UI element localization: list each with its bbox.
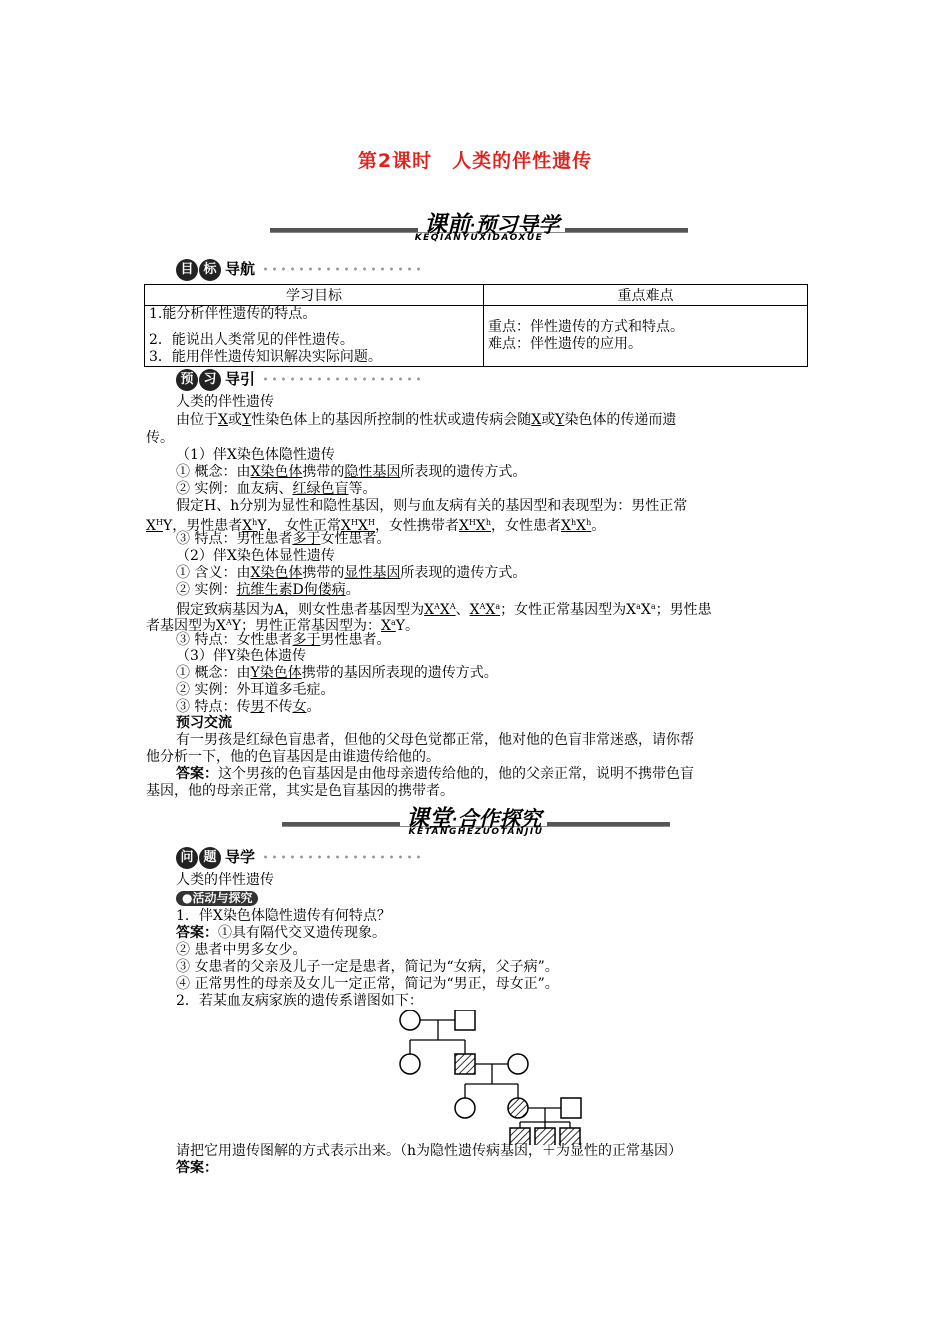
inquiry-a4: ④ 正常男性的母亲及女儿一定正常，简记为“男正，母女正”。 [176,976,559,992]
preview-exchange-q: 有一男孩是红绿色盲患者，但他的父母色觉都正常，他对他的色盲非常迷惑，请你帮 [176,732,694,748]
inquiry-q2: 2．若某血友病家族的遗传系谱图如下： [176,993,423,1009]
female-normal-gen2 [400,1054,420,1074]
banner-class-tag: 课堂·合作探究 [400,800,547,826]
goals-table [144,284,808,367]
inquiry-a1: 答案：①具有隔代交叉遗传现象。 [176,925,386,941]
x-recessive-genotypes: 假定H、h分别为显性和隐性基因，则与血友病有关的基因型和表现型为：男性正常 [176,498,688,514]
preview-exchange-title: 预习交流 [176,715,232,731]
banner-preview [270,206,688,243]
page-title: 第2课时 人类的伴性遗传 [357,150,593,172]
goals-key-cell: 重点：伴性遗传的方式和特点。 难点：伴性遗传的应用。 [484,306,808,367]
preview-topic: 人类的伴性遗传 [176,394,274,410]
x-recessive-genotypes-cont: $X^HY$，男性患者$X^hY$， 女性正常$X^HX^H$，女性携带者$X^HX^h$，女性患者$X^hX^h$。 [146,518,606,534]
male-normal-gen3-spouse [561,1098,581,1118]
preview-exchange-answer: 答案：这个男孩的色盲基因是由他母亲遗传给他的，他的父亲正常，说明不携带色盲 [176,766,694,782]
x-dominant-meaning: ① 含义：由X染色体携带的显性基因所表现的遗传方式。 [176,565,527,581]
preview-exchange-q-cont: 他分析一下，他的色盲基因是由谁遗传给他的。 [146,749,440,765]
x-recessive-example: ② 实例：血友病、红绿色盲等。 [176,481,377,497]
inquiry-a3: ③ 女患者的父亲及儿子一定是患者，简记为“女病，父子病”。 [176,959,559,975]
x-recessive-concept: ① 概念：由X染色体携带的隐性基因所表现的遗传方式。 [176,464,527,480]
female-normal-gen2-spouse [508,1054,528,1074]
male-normal-gen1 [455,1010,475,1030]
heading-x-recessive: （1）伴X染色体隐性遗传 [176,447,335,463]
pedigree-diagram [395,1010,590,1145]
female-affected-gen3 [508,1098,528,1118]
heading-y-linked: （3）伴Y染色体遗传 [176,648,307,664]
inquiry-topic: 人类的伴性遗传 [176,872,274,888]
inquiry-a2: ② 患者中男多女少。 [176,942,307,958]
section-preview-guide: 预 习 导引 [176,368,421,390]
banner-class [282,800,670,837]
dotted-leader [261,854,421,860]
x-recessive-feature: ③ 特点：男性患者多于女性患者。 [176,531,391,547]
y-linked-feature: ③ 特点：传男不传女。 [176,699,321,715]
x-dominant-genotypes: 假定致病基因为A，则女性患者基因型为$X^AX^A$、$X^AX^a$；女性正常基因型为$X^aX^a$；男性患 [176,602,712,618]
goals-learning-cell: 1.能分析伴性遗传的特点。 2．能说出人类常见的伴性遗传。 3．能用伴性遗传知识解决实际问题。 [145,306,484,367]
male-affected-gen2 [455,1054,475,1074]
inquiry-q2-instruction: 请把它用遗传图解的方式表示出来。（h为隐性遗传病基因，＋为显性的正常基因） [176,1143,683,1159]
inquiry-a2-label: 答案： [176,1160,218,1176]
banner-preview-tag: 课前·预习导学 [418,206,565,232]
goals-header-learning: 学习目标 [145,285,484,306]
female-normal-gen1 [400,1010,420,1030]
dotted-leader [261,266,421,272]
goals-header-key: 重点难点 [484,285,808,306]
preview-exchange-answer-cont: 基因，他的母亲正常，其实是色盲基因的携带者。 [146,783,454,799]
section-goals-nav: 目 标 导航 [176,258,421,280]
y-linked-example: ② 实例：外耳道多毛症。 [176,682,335,698]
y-linked-concept: ① 概念：由Y染色体携带的基因所表现的遗传方式。 [176,665,498,681]
x-dominant-example: ② 实例：抗维生素D佝偻病。 [176,582,360,598]
activity-pill: ●活动与探究 [176,889,258,907]
heading-x-dominant: （2）伴X染色体显性遗传 [176,548,335,564]
x-dominant-genotypes-cont: 者基因型为$X^AY$；男性正常基因型为：$X^aY$。 [146,618,419,634]
banner-class-pinyin: KETANGHEZUOTANJIU [408,827,544,837]
preview-intro: 由位于X或Y性染色体上的基因所控制的性状或遗传病会随X或Y染色体的传递而遗 [176,412,677,428]
preview-intro-cont: 传。 [146,430,174,446]
dotted-leader [261,376,421,382]
female-normal-gen3 [455,1098,475,1118]
inquiry-q1: 1．伴X染色体隐性遗传有何特点？ [176,908,391,924]
section-question-guide: 问 题 导学 [176,846,421,868]
banner-preview-pinyin: KEQIANYUXIDAOXUE [414,233,544,243]
x-dominant-feature: ③ 特点：女性患者多于男性患者。 [176,632,391,648]
